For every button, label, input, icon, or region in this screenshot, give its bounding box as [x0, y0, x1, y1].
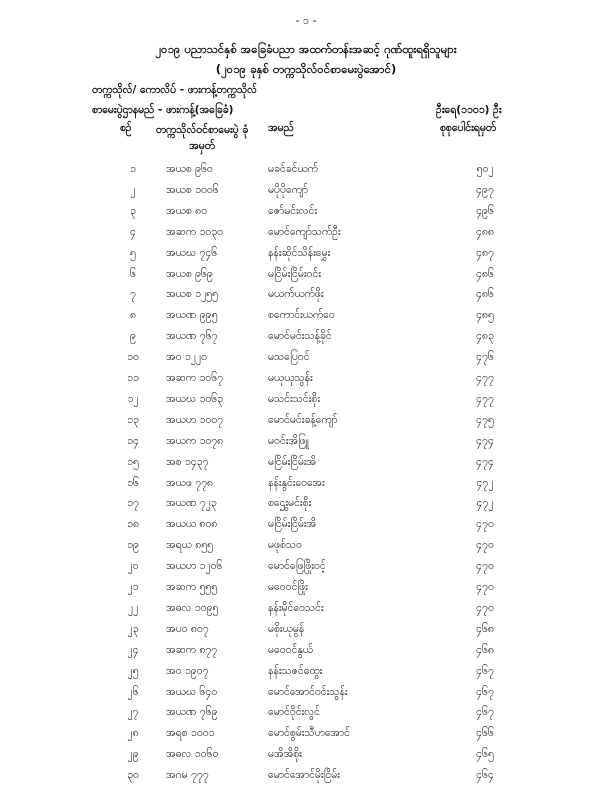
document-title: ၂၀၁၉ ပညာသင်နှစ် အခြေခံပညာ အထက်တန်းအဆင့် ဂုဏ်ထူးရရှိသူများ	[155, 42, 457, 56]
table-row	[0, 497, 612, 519]
total-mark: ၄၇၄	[476, 455, 494, 468]
student-name: မပိုပိုကျော်	[268, 183, 308, 196]
university-label: တက္ကသိုလ်/ ကောလိပ် - ဖားကန့်တက္ကသိုလ်	[92, 84, 257, 96]
exam-center-label: စာမေးပွဲဌာနမည် - ဖားကန့်(အခြေခံ)	[92, 104, 234, 116]
table-row	[0, 393, 612, 415]
roll-number: အယဏ ၉၉၅	[166, 309, 218, 322]
total-mark: ၄၇၂	[476, 497, 494, 510]
table-row	[0, 309, 612, 331]
row-number: ၂၉	[127, 748, 139, 761]
roll-number: အစ ၁၄၃၇	[166, 455, 209, 468]
student-name: မဝေဝင်ဖြိုး	[268, 581, 308, 593]
student-name: မောင်စွမ်းသီဟအောင်	[268, 727, 350, 740]
row-number: ၂	[130, 183, 136, 196]
roll-number: အယစ ၉၆၉	[166, 267, 213, 280]
roll-number: အယစ ၁၂၅၅	[166, 288, 218, 301]
table-row	[0, 518, 612, 540]
student-name: မောင်မင်းသန့်ခိုင်	[268, 330, 332, 343]
row-number: ၄	[130, 225, 136, 238]
total-mark: ၄၇၀	[476, 560, 494, 573]
total-mark: ၄၇၄	[476, 434, 494, 447]
student-name: မခင်ခင်ယက်	[268, 163, 318, 175]
roll-number: အယဃ ၆၄၀	[166, 685, 218, 698]
roll-number: အဆက ၁၀၃၀	[166, 225, 224, 238]
student-name: မောင်ဝိုင်းလွင်	[268, 706, 320, 719]
row-number: ၉	[130, 330, 136, 343]
student-name: မငြိမ်းငြိမ်းဝင်း	[268, 267, 321, 280]
total-mark: ၄၇၅	[476, 413, 494, 426]
table-row	[0, 560, 612, 582]
student-name: မသပြေဝင်	[268, 351, 310, 364]
total-mark: ၄၇၀	[476, 518, 494, 531]
roll-number: အယဟ ၁၂၀၆	[166, 560, 223, 573]
table-row	[0, 539, 612, 561]
total-mark: ၄၈၇	[476, 246, 494, 259]
roll-number: အဝ ၁၉၀၇	[166, 664, 209, 677]
row-number: ၅	[130, 246, 136, 259]
total-mark: ၄၇၂	[476, 476, 494, 489]
student-name: ဇော်မင်းလင်း	[268, 204, 318, 217]
roll-number: အယဟ ၁၀၀၇	[166, 413, 224, 426]
student-name: မောင်ကျော်သက်ဦး	[268, 225, 341, 238]
table-row	[0, 602, 612, 624]
headcount-label: ဦးရေ(၁၁၀၁) ဦး	[436, 104, 502, 116]
student-name: မငြိမ်းငြိမ်းအိ	[268, 518, 317, 531]
column-header-roll: တက္ကသိုလ်ဝင်စာမေးပွဲ ခုံအမှတ်	[155, 124, 249, 152]
table-row	[0, 288, 612, 310]
row-number: ၁၈	[127, 518, 139, 531]
total-mark: ၄၆၅	[476, 748, 494, 761]
roll-number: အယဖ ၇၇၈	[166, 476, 213, 489]
row-number: ၁၄	[127, 434, 139, 447]
total-mark: ၄၇၀	[476, 539, 494, 552]
roll-number: အယဏ ၇၆၇	[166, 330, 218, 343]
student-name: မသင်းသင်းစိုး	[268, 392, 320, 405]
total-mark: ၄၇၀	[476, 581, 494, 593]
row-number: ၈	[130, 309, 136, 322]
table-row	[0, 686, 612, 708]
table-row	[0, 247, 612, 269]
total-mark: ၄၈၃	[476, 330, 494, 343]
roll-number: အပ၀ ၈၀၇	[166, 622, 209, 635]
roll-number: အဆက ၈၇၇	[166, 643, 218, 656]
table-row	[0, 644, 612, 666]
column-header-no: စဉ်	[120, 122, 132, 134]
roll-number: အယဃ ၁၀၆၃	[166, 392, 224, 405]
student-name: နန်းနွင်းဝေအေး	[268, 476, 325, 489]
student-name: မဝင်းအိဖြူ	[268, 434, 309, 447]
column-header-mark: စုစုပေါင်းရမှတ်	[440, 122, 497, 134]
table-row	[0, 477, 612, 499]
total-mark: ၄၆၇	[476, 664, 494, 677]
total-mark: ၄၇၇	[476, 372, 494, 384]
row-number: ၁၅	[127, 455, 139, 468]
table-row	[0, 163, 612, 185]
roll-number: အဆက ၅၅၅	[166, 581, 218, 593]
total-mark: ၄၉၆	[476, 204, 494, 217]
table-row	[0, 623, 612, 645]
table-row	[0, 748, 612, 770]
roll-number: အယဃ ၇၄၆	[166, 246, 218, 259]
total-mark: ၄၆၄	[476, 769, 494, 782]
row-number: ၁၁	[127, 372, 139, 384]
total-mark: ၄၆၇	[476, 706, 494, 719]
page-number: - ၁ -	[295, 14, 317, 27]
roll-number: အဓလ ၁၀၉၅	[166, 601, 219, 614]
student-name: စကောင်းယက်ဝေ	[268, 309, 335, 322]
roll-number: အယယ ၈၀၈	[166, 518, 218, 531]
student-name: မငြိမ်းငြိမ်းအိ	[268, 455, 317, 468]
column-header-name: အမည်	[268, 122, 294, 134]
row-number: ၂၅	[127, 664, 139, 677]
roll-number: အရယ ၈၅၅	[166, 539, 214, 552]
table-row	[0, 330, 612, 352]
student-name: နန်းဆိုင်သိန်းမွှေး	[268, 246, 331, 259]
table-row	[0, 581, 612, 603]
table-row	[0, 435, 612, 457]
total-mark: ၄၇၆	[476, 351, 494, 364]
roll-number: အယစ ၉၆၀	[166, 163, 213, 175]
roll-number: အဂမ ၇၇၇	[166, 769, 209, 782]
student-name: မောင်မင်းခန့်ကျော်	[268, 413, 338, 426]
student-name: မယုယုသွန်း	[268, 372, 313, 384]
student-name: မောင်ဖြေဖြိုးဝင့်	[268, 560, 326, 573]
row-number: ၁၉	[127, 539, 139, 552]
row-number: ၁၂	[127, 392, 139, 405]
table-row	[0, 184, 612, 206]
row-number: ၆	[130, 267, 136, 280]
total-mark: ၄၉၇	[476, 183, 494, 196]
roll-number: အယစ ၁၀၀၆	[166, 183, 219, 196]
student-name: စဌွေးမင်းစိုး	[268, 497, 312, 510]
row-number: ၁၃	[127, 413, 139, 426]
row-number: ၂၄	[127, 643, 139, 656]
table-row	[0, 456, 612, 478]
document-subtitle: (၂၀၁၉ ခုနှစ် တက္ကသိုလ်ဝင်စာမေးပွဲအောင်)	[215, 62, 397, 76]
student-name: နန်းသဇင်ထွေး	[268, 664, 323, 677]
row-number: ၂၇	[127, 706, 139, 719]
roll-number: အဓလ ၁၀၆၀	[166, 748, 219, 761]
row-number: ၃	[130, 204, 136, 217]
row-number: ၁၆	[127, 476, 139, 489]
row-number: ၂၆	[127, 685, 139, 698]
student-name: မယက်ယက်ဖိုး	[268, 288, 324, 301]
total-mark: ၄၆၈	[476, 622, 494, 635]
table-row	[0, 372, 612, 394]
row-number: ၂၀	[127, 560, 139, 573]
row-number: ၃၀	[127, 769, 139, 782]
student-name: မဝေဝင်နွယ်	[268, 643, 313, 656]
row-number: ၇	[130, 288, 136, 301]
row-number: ၂၃	[127, 622, 139, 635]
total-mark: ၄၆၇	[476, 685, 494, 698]
roll-number: အယဏ ၇၆၉	[166, 706, 218, 719]
table-row	[0, 226, 612, 248]
roll-number: အယစ ၈၀	[166, 204, 207, 217]
table-row	[0, 268, 612, 290]
roll-number: အရစ ၁၀၀၁	[166, 727, 215, 740]
table-row	[0, 769, 612, 791]
table-row	[0, 727, 612, 749]
total-mark: ၄၈၆	[476, 288, 494, 301]
table-row	[0, 665, 612, 687]
table-row	[0, 706, 612, 728]
total-mark: ၄၇၇	[476, 392, 494, 405]
row-number: ၁၇	[127, 497, 139, 510]
total-mark: ၄၈၆	[476, 267, 494, 280]
total-mark: ၄၆၆	[476, 727, 494, 740]
table-row	[0, 414, 612, 436]
total-mark: ၅၀၂	[476, 163, 494, 175]
student-name: မဖုစ်သဝ	[268, 539, 302, 552]
student-name: နန်းမိုင်ဝေသင်း	[268, 601, 324, 614]
row-number: ၂၂	[127, 601, 139, 614]
student-name: မောင်အောင်ဝင်းသွန်း	[268, 685, 348, 698]
row-number: ၂၁	[127, 581, 139, 593]
table-row	[0, 205, 612, 227]
row-number: ၁၀	[127, 351, 139, 364]
total-mark: ၄၈၅	[476, 309, 494, 322]
roll-number: အယဏ ၇၂၃	[166, 497, 217, 510]
roll-number: အဝ ၁၂၂၀	[166, 351, 208, 364]
row-number: ၂၈	[127, 727, 139, 740]
total-mark: ၄၆၈	[476, 643, 494, 656]
student-name: မောင်အောင်မိုးငြိမ်း	[268, 769, 340, 782]
roll-number: အယက ၁၀၇၈	[166, 434, 224, 447]
table-row	[0, 351, 612, 373]
total-mark: ၄၇၀	[476, 601, 494, 614]
roll-number: အဆက ၁၀၆၇	[166, 372, 224, 384]
row-number: ၁	[130, 163, 136, 175]
total-mark: ၄၈၈	[476, 225, 494, 238]
student-name: မအိအိစိုး	[268, 748, 302, 761]
student-name: မစိုးယုမွန်	[268, 622, 305, 635]
